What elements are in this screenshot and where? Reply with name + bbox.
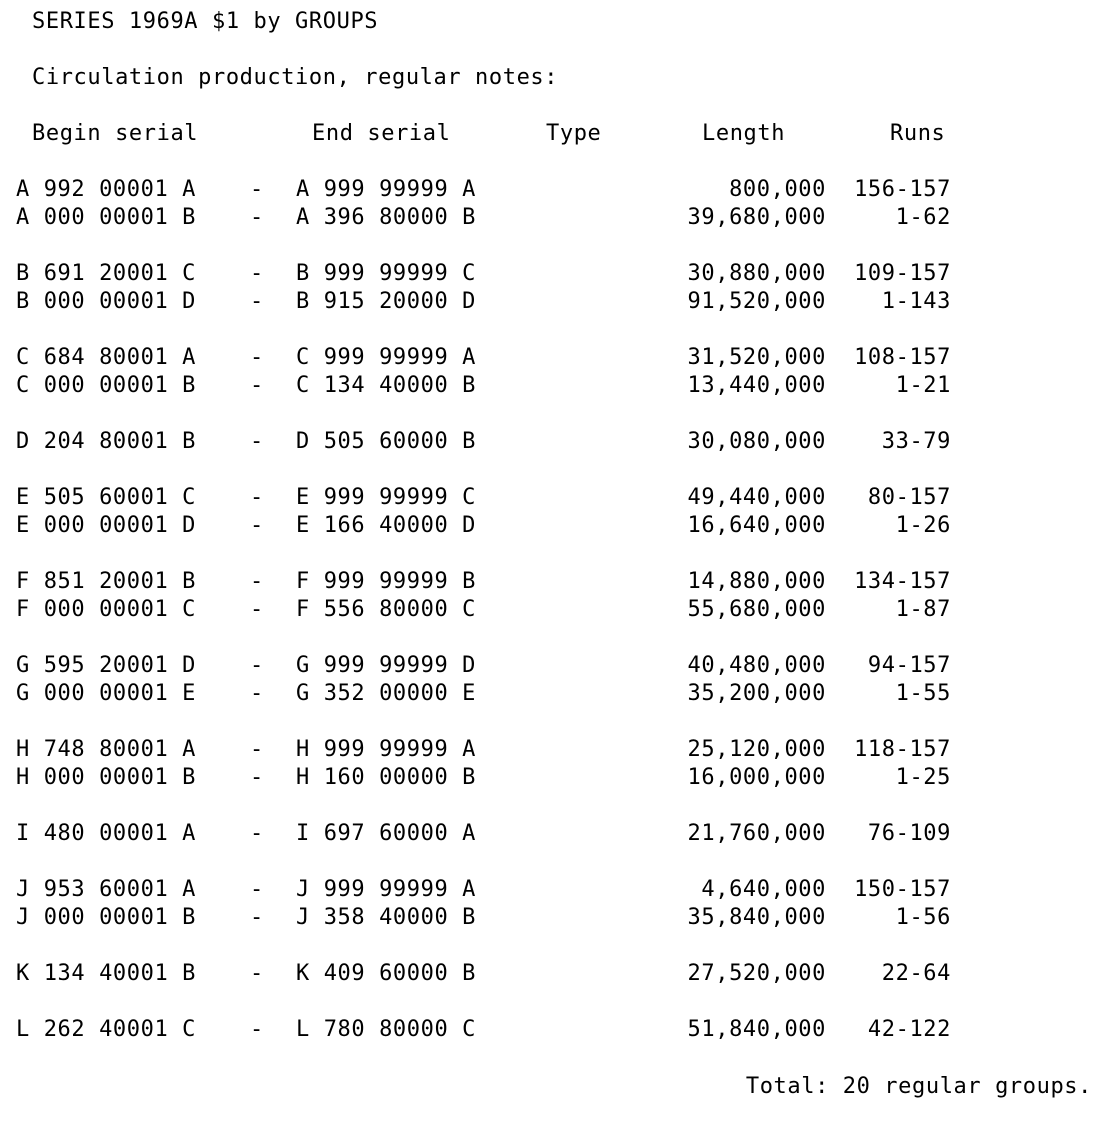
end-serial: L 780 80000 C — [296, 1017, 476, 1042]
runs-value: 1-56 — [895, 905, 951, 930]
header-length: Length — [702, 121, 786, 146]
runs-value: 80-157 — [867, 485, 951, 510]
begin-serial: L 262 40001 C — [16, 1017, 196, 1042]
length-value: 30,080,000 — [687, 429, 826, 454]
end-serial: G 352 00000 E — [296, 681, 476, 706]
range-dash: - — [250, 597, 264, 622]
end-serial: B 999 99999 C — [296, 261, 476, 286]
range-dash: - — [250, 877, 264, 902]
range-dash: - — [250, 513, 264, 538]
range-dash: - — [250, 765, 264, 790]
length-value: 16,000,000 — [687, 765, 826, 790]
runs-value: 1-21 — [895, 373, 951, 398]
header-runs: Runs — [890, 121, 946, 146]
runs-value: 1-87 — [895, 597, 951, 622]
length-value: 800,000 — [729, 177, 826, 202]
runs-value: 108-157 — [854, 345, 951, 370]
end-serial: D 505 60000 B — [296, 429, 476, 454]
length-value: 27,520,000 — [687, 961, 826, 986]
runs-value: 1-62 — [895, 205, 951, 230]
range-dash: - — [250, 961, 264, 986]
range-dash: - — [250, 261, 264, 286]
runs-value: 1-55 — [895, 681, 951, 706]
runs-value: 150-157 — [854, 877, 951, 902]
begin-serial: C 000 00001 B — [16, 373, 196, 398]
header-end-serial: End serial — [312, 121, 451, 146]
end-serial: F 556 80000 C — [296, 597, 476, 622]
length-value: 39,680,000 — [687, 205, 826, 230]
begin-serial: D 204 80001 B — [16, 429, 196, 454]
header-begin-serial: Begin serial — [32, 121, 199, 146]
end-serial: B 915 20000 D — [296, 289, 476, 314]
end-serial: A 999 99999 A — [296, 177, 476, 202]
begin-serial: E 505 60001 C — [16, 485, 196, 510]
range-dash: - — [250, 1017, 264, 1042]
document-title: SERIES 1969A $1 by GROUPS — [32, 9, 379, 34]
length-value: 16,640,000 — [687, 513, 826, 538]
range-dash: - — [250, 737, 264, 762]
end-serial: K 409 60000 B — [296, 961, 476, 986]
length-value: 35,840,000 — [687, 905, 826, 930]
begin-serial: F 000 00001 C — [16, 597, 196, 622]
runs-value: 1-26 — [895, 513, 951, 538]
end-serial: I 697 60000 A — [296, 821, 476, 846]
range-dash: - — [250, 681, 264, 706]
range-dash: - — [250, 177, 264, 202]
range-dash: - — [250, 205, 264, 230]
length-value: 55,680,000 — [687, 597, 826, 622]
length-value: 13,440,000 — [687, 373, 826, 398]
range-dash: - — [250, 345, 264, 370]
begin-serial: C 684 80001 A — [16, 345, 196, 370]
runs-value: 156-157 — [854, 177, 951, 202]
length-value: 49,440,000 — [687, 485, 826, 510]
begin-serial: F 851 20001 B — [16, 569, 196, 594]
end-serial: J 999 99999 A — [296, 877, 476, 902]
length-value: 14,880,000 — [687, 569, 826, 594]
document-subtitle: Circulation production, regular notes: — [32, 65, 559, 90]
runs-value: 1-143 — [881, 289, 951, 314]
begin-serial: H 748 80001 A — [16, 737, 196, 762]
begin-serial: H 000 00001 B — [16, 765, 196, 790]
begin-serial: A 000 00001 B — [16, 205, 196, 230]
end-serial: J 358 40000 B — [296, 905, 476, 930]
begin-serial: J 000 00001 B — [16, 905, 196, 930]
length-value: 25,120,000 — [687, 737, 826, 762]
length-value: 31,520,000 — [687, 345, 826, 370]
range-dash: - — [250, 653, 264, 678]
runs-value: 22-64 — [881, 961, 951, 986]
range-dash: - — [250, 289, 264, 314]
length-value: 35,200,000 — [687, 681, 826, 706]
runs-value: 1-25 — [895, 765, 951, 790]
begin-serial: A 992 00001 A — [16, 177, 196, 202]
length-value: 30,880,000 — [687, 261, 826, 286]
header-type: Type — [546, 121, 602, 146]
end-serial: E 166 40000 D — [296, 513, 476, 538]
runs-value: 33-79 — [881, 429, 951, 454]
range-dash: - — [250, 485, 264, 510]
runs-value: 109-157 — [854, 261, 951, 286]
range-dash: - — [250, 373, 264, 398]
end-serial: C 999 99999 A — [296, 345, 476, 370]
begin-serial: G 000 00001 E — [16, 681, 196, 706]
end-serial: G 999 99999 D — [296, 653, 476, 678]
runs-value: 134-157 — [854, 569, 951, 594]
runs-value: 42-122 — [867, 1017, 951, 1042]
length-value: 4,640,000 — [701, 877, 826, 902]
runs-value: 118-157 — [854, 737, 951, 762]
begin-serial: E 000 00001 D — [16, 513, 196, 538]
begin-serial: I 480 00001 A — [16, 821, 196, 846]
end-serial: C 134 40000 B — [296, 373, 476, 398]
range-dash: - — [250, 569, 264, 594]
runs-value: 76-109 — [867, 821, 951, 846]
end-serial: E 999 99999 C — [296, 485, 476, 510]
length-value: 40,480,000 — [687, 653, 826, 678]
begin-serial: B 000 00001 D — [16, 289, 196, 314]
begin-serial: B 691 20001 C — [16, 261, 196, 286]
length-value: 91,520,000 — [687, 289, 826, 314]
begin-serial: K 134 40001 B — [16, 961, 196, 986]
length-value: 21,760,000 — [687, 821, 826, 846]
total-groups: Total: 20 regular groups. — [745, 1074, 1092, 1099]
end-serial: H 160 00000 B — [296, 765, 476, 790]
range-dash: - — [250, 905, 264, 930]
range-dash: - — [250, 821, 264, 846]
end-serial: F 999 99999 B — [296, 569, 476, 594]
begin-serial: G 595 20001 D — [16, 653, 196, 678]
end-serial: H 999 99999 A — [296, 737, 476, 762]
length-value: 51,840,000 — [687, 1017, 826, 1042]
range-dash: - — [250, 429, 264, 454]
end-serial: A 396 80000 B — [296, 205, 476, 230]
runs-value: 94-157 — [867, 653, 951, 678]
begin-serial: J 953 60001 A — [16, 877, 196, 902]
